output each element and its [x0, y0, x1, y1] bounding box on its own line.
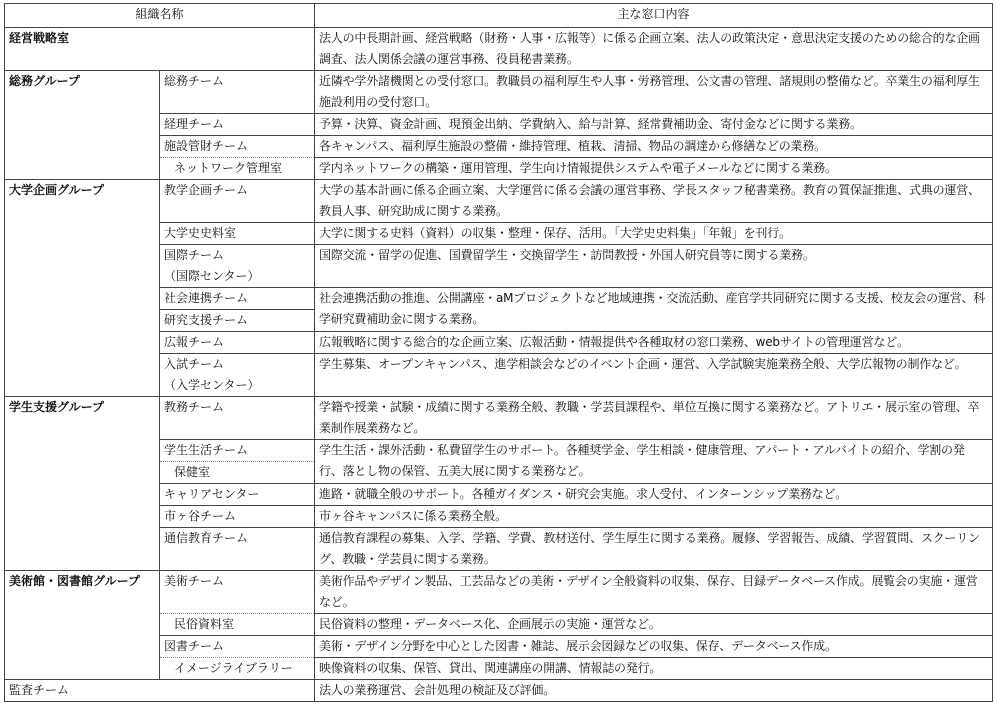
desc-shisetsu: 各キャンパス、福利厚生施設の整備・維持管理、植栽、清掃、物品の調達から修繕などの業務。: [315, 136, 993, 158]
org-shisetsu: 施設管財チーム: [160, 136, 315, 158]
org-shakai: 社会連携チーム: [160, 288, 315, 310]
org-kyogaku: 教学企画チーム: [160, 180, 315, 223]
header-org-name: 組織名称: [5, 4, 315, 28]
org-nyushi-name: 入試チーム: [164, 357, 225, 371]
desc-shakai: 社会連携活動の推進、公開講座・aMプロジェクトなど地域連携・交流活動、産官学共同研究に関する支援、校友会の運営、科学研究費補助金に関する業務。: [315, 288, 993, 332]
desc-koho: 広報戦略に関する総合的な企画立案、広報活動・情報提供や各種取材の窓口業務、webサイトの管理運営など。: [315, 332, 993, 354]
table-row: [5, 28, 993, 71]
table-row: [5, 180, 993, 223]
group-daigaku: 大学企画グループ: [5, 180, 160, 397]
desc-ichigaya: 市ヶ谷キャンパスに係る業務全般。: [315, 506, 993, 528]
desc-somu: 近隣や学外諸機関との受付窓口。教職員の福利厚生や人事・労務管理、公文書の管理、諸規則の整備など。卒業生の福利厚生施設利用の受付窓口。: [315, 71, 993, 114]
org-keiei: 経営戦略室: [5, 28, 315, 71]
group-gakusei: 学生支援グループ: [5, 397, 160, 571]
org-network: ネットワーク管理室: [160, 158, 315, 180]
org-tosho: 図書チーム: [160, 636, 315, 658]
org-ichigaya: 市ヶ谷チーム: [160, 506, 315, 528]
org-seikatsu: 学生生活チーム: [160, 440, 315, 462]
org-keiri: 経理チーム: [160, 114, 315, 136]
org-kenkyu: 研究支援チーム: [160, 310, 315, 332]
org-kokusai-subname: （国際センター）: [164, 269, 260, 283]
org-nyushi: [160, 354, 315, 397]
org-kokusai: [160, 245, 315, 288]
org-kansa: 監査チーム: [5, 680, 315, 702]
desc-kokusai: 国際交流・留学の促進、国費留学生・交換留学生・訪問教授・外国人研究員等に関する業務。: [315, 245, 993, 288]
desc-career: 進路・就職全般のサポート。各種ガイダンス・研究会実施。求人受付、インターンシップ業務など。: [315, 484, 993, 506]
desc-network: 学内ネットワークの構築・運用管理、学生向け情報提供システムや電子メールなどに関する業務。: [315, 158, 993, 180]
header-description: 主な窓口内容: [315, 4, 993, 28]
org-somu: 総務チーム: [160, 71, 315, 114]
desc-kansa: 法人の業務運営、会計処理の検証及び評価。: [315, 680, 993, 702]
desc-bijutsu: 美術作品やデザイン製品、工芸品などの美術・デザイン全般資料の収集、保存、目録データベース作成。展覧会の実施・運営など。: [315, 571, 993, 614]
table-row: [5, 71, 993, 114]
org-bijutsu: 美術チーム: [160, 571, 315, 614]
desc-nyushi: 学生募集、オープンキャンパス、進学相談会などのイベント企画・運営、入学試験実施業務全般、大学広報物の制作など。: [315, 354, 993, 397]
organization-table: [4, 3, 993, 702]
desc-tosho: 美術・デザイン分野を中心とした図書・雑誌、展示会図録などの収集、保存、データベース作成。: [315, 636, 993, 658]
org-minzoku: 民俗資料室: [160, 614, 315, 636]
group-bijutsukan: 美術館・図書館グループ: [5, 571, 160, 680]
desc-keiei: 法人の中長期計画、経営戦略（財務・人事・広報等）に係る企画立案、法人の政策決定・意思決定支援のための総合的な企画調査、法人関係会議の運営事務、役員秘書業務。: [315, 28, 993, 71]
org-koho: 広報チーム: [160, 332, 315, 354]
org-shishiryo: 大学史史料室: [160, 223, 315, 245]
org-tsushin: 通信教育チーム: [160, 528, 315, 571]
table-header-row: [5, 4, 993, 28]
table-row: [5, 680, 993, 702]
desc-kyogaku: 大学の基本計画に係る企画立案、大学運営に係る会議の運営事務、学長スタッフ秘書業務。教育の質保証推進、式典の運営、教員人事、研究助成に関する業務。: [315, 180, 993, 223]
org-image: イメージライブラリー: [160, 658, 315, 680]
group-somu: 総務グループ: [5, 71, 160, 180]
desc-seikatsu: 学生生活・課外活動・私費留学生のサポート。各種奨学金、学生相談・健康管理、アパート・アルバイトの紹介、学割の発行、落とし物の保管、五美大展に関する業務など。: [315, 440, 993, 484]
desc-tsushin: 通信教育課程の募集、入学、学籍、学費、教材送付、学生厚生に関する業務。履修、学習報告、成績、学習質問、スクーリング、教職・学芸員に関する業務。: [315, 528, 993, 571]
org-career: キャリアセンター: [160, 484, 315, 506]
org-hoken: 保健室: [160, 462, 315, 484]
desc-keiri: 予算・決算、資金計画、現預金出納、学費納入、給与計算、経常費補助金、寄付金などに関する業務。: [315, 114, 993, 136]
desc-image: 映像資料の収集、保管、貸出、関連講座の開講、情報誌の発行。: [315, 658, 993, 680]
desc-minzoku: 民俗資料の整理・データベース化、企画展示の実施・運営など。: [315, 614, 993, 636]
desc-shishiryo: 大学に関する史料（資料）の収集・整理・保存、活用。「大学史史料集」「年報」を刊行。: [315, 223, 993, 245]
desc-kyomu: 学籍や授業・試験・成績に関する業務全般、教職・学芸員課程や、単位互換に関する業務など。アトリエ・展示室の管理、卒業制作展業務など。: [315, 397, 993, 440]
org-nyushi-subname: （入学センター）: [164, 378, 260, 392]
table-row: [5, 571, 993, 614]
table-row: [5, 397, 993, 440]
org-kokusai-name: 国際チーム: [164, 248, 225, 262]
org-kyomu: 教務チーム: [160, 397, 315, 440]
